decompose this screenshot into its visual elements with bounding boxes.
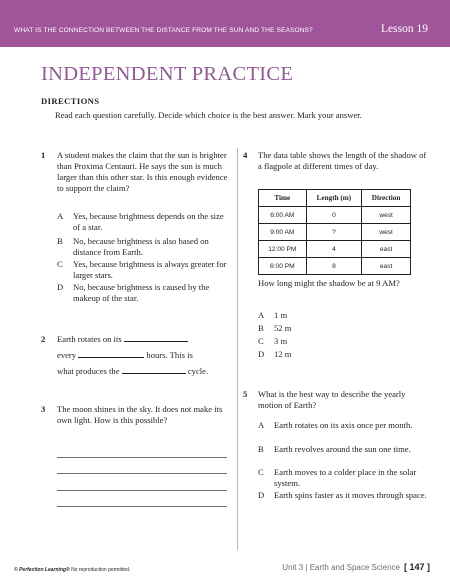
question-2-line-2	[57, 350, 193, 360]
option-text: 3 m	[274, 336, 288, 346]
question-1-option-a[interactable]	[57, 211, 229, 233]
table-row	[259, 224, 411, 241]
question-5-option-d[interactable]	[258, 490, 428, 501]
question-2-line-3	[57, 366, 208, 376]
question-4-option-d[interactable]	[258, 349, 408, 360]
option-letter: C	[258, 467, 264, 477]
option-letter: A	[258, 420, 265, 430]
option-letter: D	[258, 490, 265, 500]
question-5-option-c[interactable]	[258, 467, 428, 489]
option-letter: B	[258, 323, 264, 333]
table-row	[259, 258, 411, 275]
column-divider	[237, 148, 238, 550]
question-2-text-1: Earth rotates on its	[57, 334, 122, 344]
question-4-stem: The data table shows the length of the shadow of a flagpole at different times of day.	[258, 150, 427, 171]
copyright-notice: No reproduction permitted.	[71, 567, 131, 573]
question-1-number: 1	[41, 150, 46, 160]
unit-label: Unit 3 | Earth and Space Science	[282, 563, 400, 572]
question-1-stem: A student makes the claim that the sun is brighter than Proxima Centauri. He says the sun is much larger than this other star. Is this enough evidence to support the claim?	[57, 150, 228, 193]
option-text: 12 m	[274, 349, 292, 359]
option-text: No, because brightness is caused by the makeup of the star.	[73, 282, 210, 303]
column-header-time: Time	[259, 190, 307, 207]
publisher-name: © Perfection Learning®	[14, 567, 70, 573]
answer-line[interactable]	[57, 506, 227, 507]
question-2-line-1	[57, 334, 188, 344]
question-5-option-b[interactable]	[258, 444, 428, 455]
answer-line[interactable]	[57, 457, 227, 458]
option-text: Earth spins faster as it moves through space.	[274, 490, 427, 500]
table-row	[259, 241, 411, 258]
blank-axis[interactable]	[124, 334, 188, 342]
table-cell: 8	[306, 258, 362, 275]
option-text: Earth rotates on its axis once per month.	[274, 420, 413, 430]
table-cell: 12:00 PM	[259, 241, 307, 258]
question-1-option-b[interactable]	[57, 236, 229, 258]
table-cell: 9:00 AM	[259, 224, 307, 241]
question-5-option-a[interactable]	[258, 420, 428, 431]
question-4-number: 4	[243, 150, 248, 160]
table-cell: 0	[306, 207, 362, 224]
shadow-data-table	[258, 189, 411, 275]
option-letter: B	[57, 236, 63, 246]
question-4-option-b[interactable]	[258, 323, 408, 334]
option-text: No, because brightness is also based on distance from Earth.	[73, 236, 209, 257]
table-header-row	[259, 190, 411, 207]
table-cell: 4	[306, 241, 362, 258]
essential-question: WHAT IS THE CONNECTION BETWEEN THE DISTANCE FROM THE SUN AND THE SEASONS?	[14, 27, 313, 34]
option-letter: C	[258, 336, 264, 346]
option-letter: D	[258, 349, 265, 359]
option-letter: D	[57, 282, 64, 292]
option-text: Earth moves to a colder place in the solar system.	[274, 467, 417, 488]
question-1-option-c[interactable]	[57, 259, 229, 281]
table-cell: west	[362, 224, 411, 241]
directions-text: Read each question carefully. Decide which choice is the best answer. Mark your answer.	[55, 110, 362, 120]
question-2-number: 2	[41, 334, 46, 344]
question-2-text-2: every	[57, 350, 77, 360]
lesson-label: Lesson 19	[381, 23, 428, 35]
question-4-option-c[interactable]	[258, 336, 408, 347]
table-cell: east	[362, 258, 411, 275]
question-4-option-a[interactable]	[258, 310, 408, 321]
table-cell: east	[362, 241, 411, 258]
option-letter: A	[57, 211, 64, 221]
option-text: 52 m	[274, 323, 292, 333]
table-cell: 6:00 AM	[259, 207, 307, 224]
question-2-text-5: cycle.	[187, 366, 209, 376]
blank-hours[interactable]	[78, 350, 144, 358]
table-cell: 6:00 PM	[259, 258, 307, 275]
answer-line[interactable]	[57, 473, 227, 474]
table-cell: ?	[306, 224, 362, 241]
column-header-direction: Direction	[362, 190, 411, 207]
question-2-text-3: hours. This is	[146, 350, 193, 360]
question-3-stem: The moon shines in the sky. It does not make its own light. How is this possible?	[57, 404, 223, 425]
question-4-prompt: How long might the shadow be at 9 AM?	[258, 278, 400, 288]
option-letter: B	[258, 444, 264, 454]
lesson-banner	[0, 0, 450, 47]
page-number: [ 147 ]	[403, 562, 430, 572]
question-5-number: 5	[243, 389, 248, 399]
column-header-length: Length (m)	[306, 190, 362, 207]
page-title: INDEPENDENT PRACTICE	[41, 63, 294, 85]
question-3-number: 3	[41, 404, 46, 414]
option-text: Yes, because brightness is always greater for larger stars.	[73, 259, 227, 280]
option-letter: C	[57, 259, 63, 269]
answer-line[interactable]	[57, 490, 227, 491]
question-2-text-4: what produces the	[57, 366, 120, 376]
table-row	[259, 207, 411, 224]
option-text: 1 m	[274, 310, 288, 320]
question-1-option-d[interactable]	[57, 282, 229, 304]
table-cell: west	[362, 207, 411, 224]
blank-cycle[interactable]	[122, 366, 186, 374]
option-text: Earth revolves around the sun one time.	[274, 444, 411, 454]
publisher-credit	[14, 567, 130, 573]
question-5-stem: What is the best way to describe the yearly motion of Earth?	[258, 389, 406, 410]
option-text: Yes, because brightness depends on the size of a star.	[73, 211, 224, 232]
directions-heading: DIRECTIONS	[41, 96, 100, 106]
option-letter: A	[258, 310, 265, 320]
